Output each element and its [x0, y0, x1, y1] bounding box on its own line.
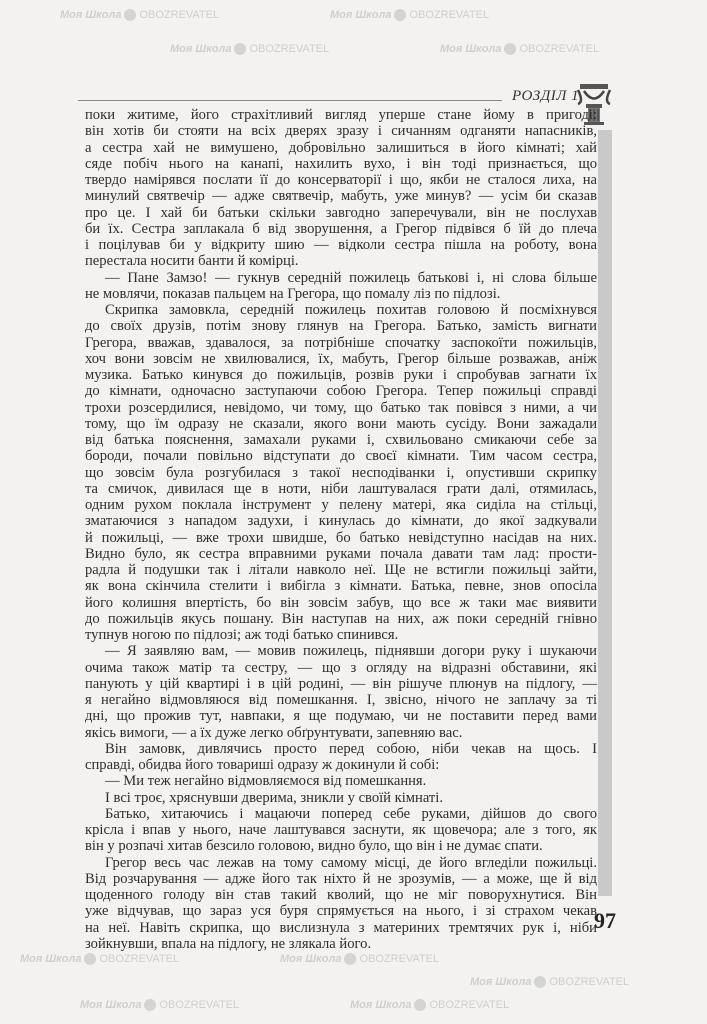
text-line: про це. І хай би батьки скільки завгодно заперечували, він не послухав [85, 204, 597, 221]
text-line: радла й подушки так і літали навколо неї. Ще не встигли пожильці зайти, [85, 562, 597, 578]
text-line: Він замовк, дивлячись просто перед собою, ніби чекав на щось. І [105, 740, 597, 757]
paragraph [85, 302, 597, 643]
text-line: Батько, хитаючись і мацаючи поперед себе руками, дійшов до свого [105, 805, 597, 822]
paragraph [85, 643, 597, 741]
text-line: — Ми теж негайно відмовляємося від помешкання. [105, 773, 427, 790]
watermark [440, 42, 599, 56]
text-line: тому, що їм одразу не сказали, якого вони мають сусіду. Вони зажадали [85, 415, 597, 432]
text-line: від батька пояснення, замахали руками і, схвильовано смикаючи себе за [85, 432, 597, 448]
text-line: якісь вимоги, — а їх дуже легко обґрунтувати, запевняю вас. [85, 724, 463, 741]
text-line: я негайно відмовляюся від помешкання. І, звісно, нічого не заплачу за ті [85, 692, 597, 708]
paragraph [85, 855, 597, 953]
text-line: дні, що прожив тут, навпаки, я ще подумаю, чи не поставити перед вами [85, 708, 597, 725]
watermark-school: Моя Школа [80, 999, 142, 1011]
text-line: Грегора, вважав, здавалося, за потрібніше спочатку заспокоїти пожильців, [85, 334, 597, 351]
watermark [60, 8, 219, 22]
watermark-school: Моя Школа [470, 976, 532, 988]
text-line: до пожильців якусь пошану. Він наступав на них, аж поки середній гнівно [85, 610, 597, 627]
text-line: Від розчарування — адже його так ніхто й не зрозумів, — а може, ще й від [85, 870, 597, 887]
watermark-school: Моя Школа [280, 953, 342, 965]
paragraph [85, 107, 597, 270]
text-line: тупнув ногою по підлозі; аж тоді батько спинився. [85, 627, 399, 643]
text-line: зойкнувши, впала на підлогу, не злякала його. [85, 935, 372, 952]
watermark-logo-icon [394, 9, 406, 21]
watermark [350, 998, 509, 1012]
watermark-school: Моя Школа [350, 999, 412, 1011]
watermark-logo-icon [84, 953, 96, 965]
text-line: Видно було, як сестра вправними руками почала давати там лад: прости- [85, 545, 597, 562]
paragraph [85, 790, 597, 806]
text-line: перестала носити банти й комірці. [85, 253, 299, 270]
watermark [470, 975, 629, 989]
watermark [20, 952, 179, 966]
watermark-school: Моя Школа [60, 9, 122, 21]
watermark [280, 952, 439, 966]
page-number: 97 [594, 908, 616, 933]
text-line: до своїх друзів, потім знову глянув на Грегора. Батько, замість вигнати [85, 318, 597, 335]
watermark-logo-icon [144, 999, 156, 1011]
text-line: крісла і впав у нього, наче лаштувався заснути, як щовечора; але з того, як [85, 822, 597, 838]
body-text [85, 107, 597, 952]
text-line: й пожильці, — вже трохи швидше, бо батько невідступно насідав на них. [85, 529, 597, 546]
text-line: твердо намірявся послати її до консерваторії і що, якби не сталося лиха, на [85, 172, 597, 188]
watermark-logo-icon [534, 976, 546, 988]
text-line: — Я заявляю вам, — мовив пожилець, піднявши догори руку і шукаючи [105, 643, 597, 660]
watermark-brand: OBOZREVATEL [139, 9, 220, 21]
watermark [170, 42, 329, 56]
text-line: та смичок, дивилася ще в ноти, ніби лаштувалася грати далі, отямилась, [85, 480, 597, 497]
text-line: до кімнати, одночасно заступаючи собою Грегора. Тепер пожильці справді [85, 383, 597, 400]
text-line: поки житиме, його страхітливий вигляд уперше стане йому в пригоді: [85, 107, 597, 123]
watermark-school: Моя Школа [170, 43, 232, 55]
header-divider [78, 100, 502, 101]
paragraph [85, 806, 597, 855]
watermark-school: Моя Школа [440, 43, 502, 55]
chapter-heading: РОЗДІЛ 1 [512, 88, 580, 104]
text-line: як вона скінчила стелити і вибігла з кімнати. Батька, певне, знов опосіла [85, 578, 597, 595]
text-line: Скрипка замовкла, середній пожилець похитав головою й посміхнувся [105, 302, 597, 318]
text-line: зматаючися з нападом задухи, і кинулась до кімнати, до якої задкували [85, 513, 597, 530]
text-line: хоч вони зовсім не хвилювалися, їх, мабуть, Грегор більше розважав, аніж [85, 350, 597, 367]
text-line: справді, обидва його товариші одразу ж докинули й собі: [85, 757, 440, 773]
text-line: — Пане Замзо! — гукнув середній пожилець батькові і, ні слова більше [105, 269, 597, 286]
text-line: І всі троє, хряснувши дверима, зникли у своїй кімнаті. [105, 789, 444, 806]
paragraph [85, 773, 597, 789]
text-line: бороди, почали повільно відступати до своєї кімнати. Тим часом сестра, [85, 448, 597, 465]
text-line: трохи розсердилися, невідомо, чи тому, що батько так повівся з ними, а чи [85, 399, 597, 416]
text-line: Грегор весь час лежав на тому самому місці, де його вгледіли пожильці. [105, 854, 597, 871]
watermark-school: Моя Школа [330, 9, 392, 21]
watermark-brand: OBOZREVATEL [99, 953, 180, 965]
watermark-logo-icon [124, 9, 136, 21]
text-line: очима також матір та сестру, — що з огляду на відразні обставини, які [85, 659, 597, 676]
text-line: щоденного голоду він став такий кволий, що не міг поворухнутися. Він [85, 887, 597, 903]
text-line: що зовсім була розгубилася з такої несподіванки і, опустивши скрипку [85, 464, 597, 481]
text-line: минулий святвечір — адже святвечір, мабуть, уже минув? — усім би сказав [85, 188, 597, 205]
watermark-brand: OBOZREVATEL [159, 999, 240, 1011]
watermark-logo-icon [414, 999, 426, 1011]
text-line: музика. Батько кинувся до пожильців, розвів руки і спробував загнати їх [85, 367, 597, 383]
watermark-brand: OBOZREVATEL [519, 43, 600, 55]
watermark-school: Моя Школа [20, 953, 82, 965]
paragraph [85, 741, 597, 774]
paragraph [85, 270, 597, 303]
watermark-logo-icon [234, 43, 246, 55]
watermark-brand: OBOZREVATEL [429, 999, 510, 1011]
text-line: уже відчував, що зараз уся буря спрямується на нього, і зі страхом чекав [85, 903, 597, 920]
text-line: а сестра хай не вимушено, добровільно залишиться в його кімнаті; хай [85, 139, 597, 156]
text-line: би їх. Сестра заплакала б від зворушення, а Грегор підвівся б їй до плеча [85, 220, 597, 237]
text-line: панують у цій квартирі і в цій родині, — він рішуче плюнув на підлогу, — [85, 675, 597, 692]
watermark-logo-icon [344, 953, 356, 965]
watermark [330, 8, 489, 22]
watermark-logo-icon [504, 43, 516, 55]
watermark-brand: OBOZREVATEL [409, 9, 490, 21]
watermark-brand: OBOZREVATEL [359, 953, 440, 965]
watermark [80, 998, 239, 1012]
text-line: на неї. Навіть скрипка, що вислизнула з материних тремтячих рук і, ніби [85, 919, 597, 936]
watermark-brand: OBOZREVATEL [249, 43, 330, 55]
side-margin-bar [598, 130, 612, 896]
text-line: одним рухом поклала інструмент у пелену матері, яка сиділа на стільці, [85, 497, 597, 513]
watermark-brand: OBOZREVATEL [549, 976, 630, 988]
text-line: і поцілував би у відкриту шию — відколи сестра пішла на роботу, вона [85, 237, 597, 253]
text-line: він у розпачі хитав безсило головою, видно було, що він і не думає спати. [85, 838, 543, 855]
text-line: його колишня впертість, бо він зовсім забув, що все ж таки має виявити [85, 594, 597, 611]
text-line: він хотів би стояти на всіх дверях зразу і сичанням одганяти напасників, [85, 123, 597, 140]
text-line: сяде побіч нього на канапі, нахилить вухо, і він тоді признається, що [85, 155, 597, 172]
text-line: не мовлячи, показав пальцем на Грегора, що помалу ліз по підлозі. [85, 285, 501, 302]
